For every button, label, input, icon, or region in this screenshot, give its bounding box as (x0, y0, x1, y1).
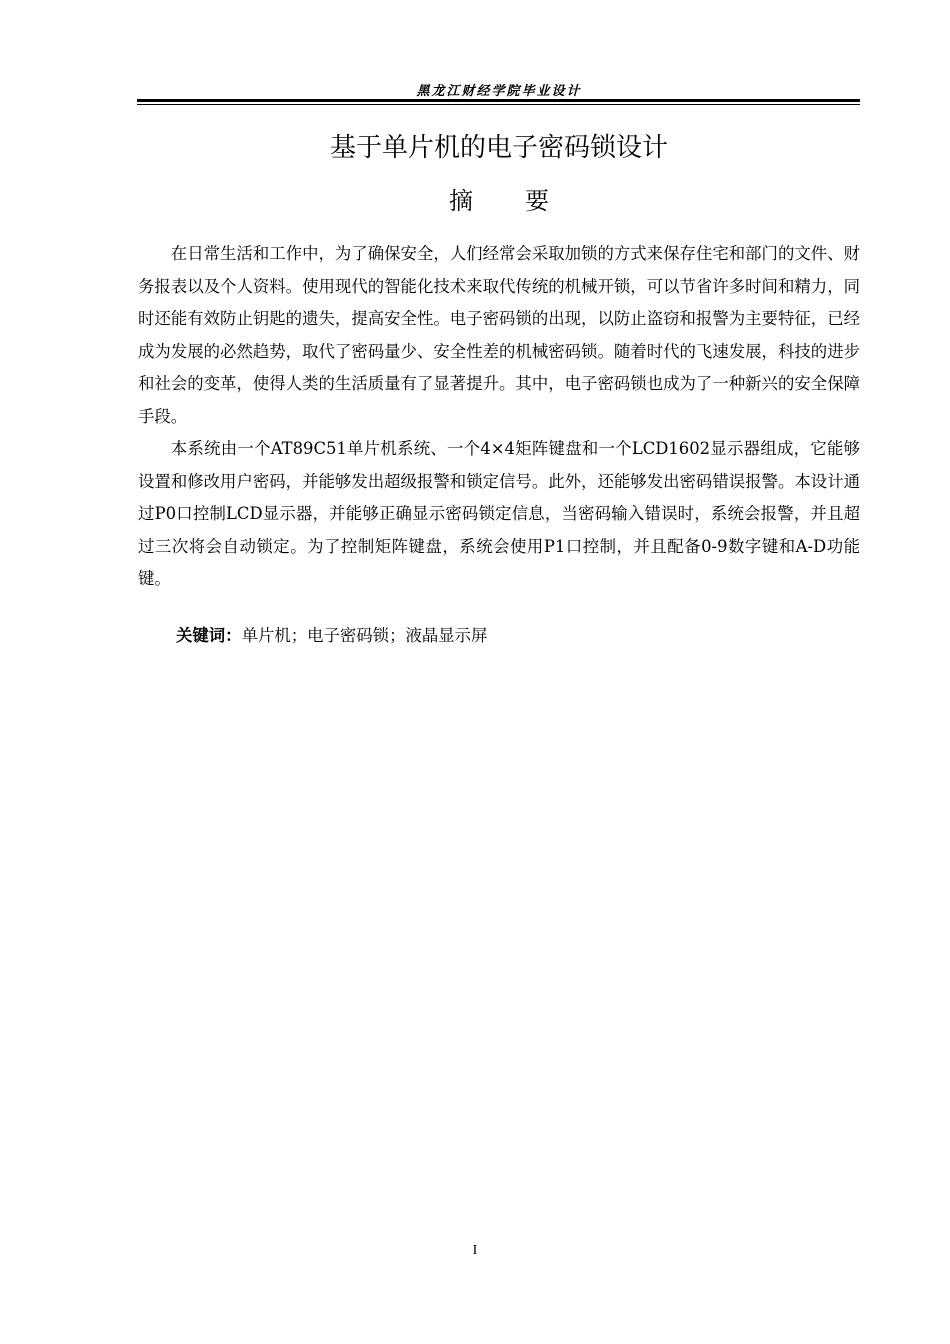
abstract-paragraph-2: 本系统由一个AT89C51单片机系统、一个4×4矩阵键盘和一个LCD1602显示器组成，它能够设置和修改用户密码，并能够发出超级报警和锁定信号。此外，还能够发出密码错误报警。本设计通过P0口控制LCD显示器，并能够正确显示密码锁定信息，当密码输入错误时，系统会报警，并且超过三次将会自动锁定。为了控制矩阵键盘，系统会使用P1口控制，并且配备0-9数字键和A-D功能键。 (138, 439, 860, 588)
abstract-heading-char-1: 摘 (449, 187, 473, 215)
abstract-body (138, 238, 860, 596)
keywords-label: 关键词： (176, 626, 242, 645)
abstract-paragraph-1: 在日常生活和工作中，为了确保安全，人们经常会采取加锁的方式来保存住宅和部门的文件、财务报表以及个人资料。使用现代的智能化技术来取代传统的机械开锁，可以节省许多时间和精力，同时还能有效防止钥匙的遗失，提高安全性。电子密码锁的出现，以防止盗窃和报警为主要特征，已经成为发展的必然趋势，取代了密码量少、安全性差的机械密码锁。随着时代的飞速发展，科技的进步和社会的变革，使得人类的生活质量有了显著提升。其中，电子密码锁也成为了一种新兴的安全保障手段。 (138, 244, 860, 426)
keywords-line (176, 622, 487, 650)
abstract-heading (138, 184, 860, 218)
running-header: 黑龙江财经学院毕业设计 (416, 84, 582, 99)
page-number: I (472, 1243, 478, 1258)
document-title: 基于单片机的电子密码锁设计 (329, 133, 668, 163)
keywords-list: 单片机；电子密码锁；液晶显示屏 (241, 626, 488, 645)
header-rule-thin (137, 104, 860, 105)
abstract-heading-char-2: 要 (525, 187, 549, 215)
header-rule-thick (137, 99, 860, 102)
